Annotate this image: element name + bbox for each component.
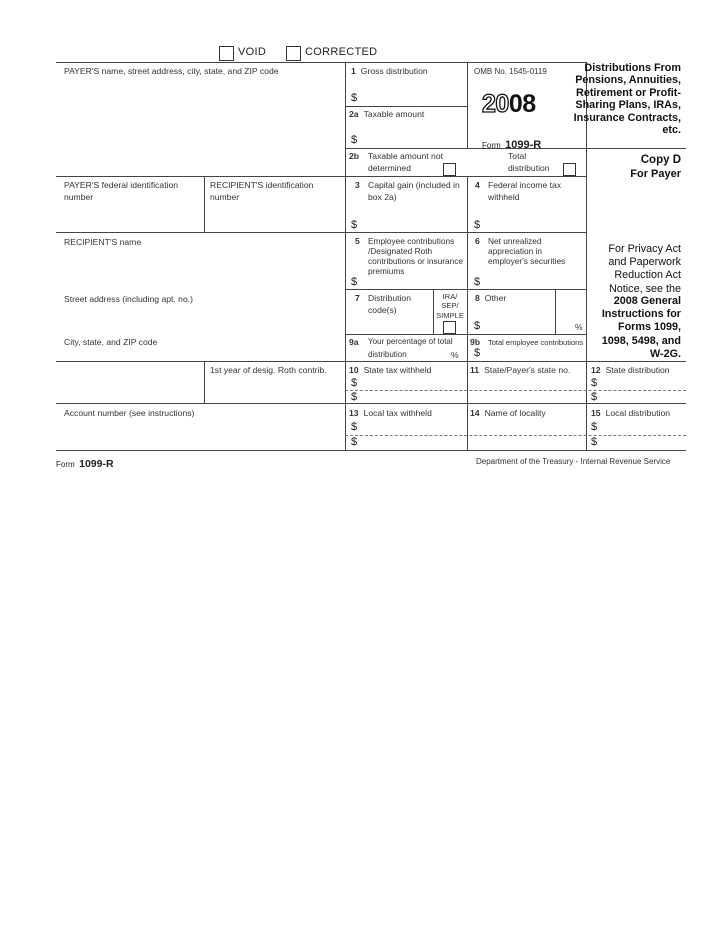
col-line-main bbox=[345, 62, 346, 450]
box-12-dollar-1: $ bbox=[591, 377, 598, 389]
box-12-number: 12 bbox=[591, 365, 601, 375]
box-2b-total-label: Total distribution bbox=[508, 151, 550, 173]
box-13-dollar-2: $ bbox=[351, 436, 358, 448]
box-15-text: Local distribution bbox=[605, 408, 671, 418]
box-6-label: Net unrealized appreciation in employer's securities bbox=[488, 236, 566, 266]
corrected-checkbox[interactable] bbox=[286, 46, 301, 61]
box-11-label bbox=[470, 365, 570, 377]
box-14-label bbox=[470, 408, 546, 420]
street-address-label: Street address (including apt. no.) bbox=[64, 294, 193, 304]
box-10-number: 10 bbox=[349, 365, 359, 375]
box-2a-label bbox=[349, 109, 424, 121]
box-7-number: 7 bbox=[355, 293, 360, 303]
col-line-omb bbox=[467, 62, 468, 148]
box-9a-label: Your percentage of total distribution bbox=[368, 337, 453, 359]
box-2a-text: Taxable amount bbox=[363, 109, 425, 119]
footer-form-number: 1099-R bbox=[79, 458, 114, 470]
col-line-ira bbox=[433, 289, 434, 334]
box-8-text: Other bbox=[484, 293, 507, 303]
city-state-zip-label: City, state, and ZIP code bbox=[64, 337, 158, 347]
tax-year-century: 20 bbox=[482, 90, 509, 118]
void-label: VOID bbox=[238, 46, 267, 58]
box-2a-dollar: $ bbox=[351, 134, 358, 146]
box-15-dollar-1: $ bbox=[591, 421, 598, 433]
privacy-notice: For Privacy Act and Paperwork Reduction Act Notice, see the bbox=[608, 243, 681, 295]
box-1-dollar: $ bbox=[351, 92, 358, 104]
box-6-dollar: $ bbox=[474, 276, 481, 288]
box-10-text: State tax withheld bbox=[363, 365, 432, 375]
recipient-name-label: RECIPIENT'S name bbox=[64, 237, 142, 247]
footer-department: Department of the Treasury - Internal Revenue Service bbox=[476, 457, 671, 466]
for-payer-label: For Payer bbox=[630, 168, 681, 180]
box-10-dollar-2: $ bbox=[351, 391, 358, 403]
account-number-label: Account number (see instructions) bbox=[64, 408, 195, 418]
row-line-4 bbox=[56, 232, 586, 233]
copy-label: Copy D bbox=[640, 154, 681, 166]
omb-form-prefix: Form bbox=[482, 141, 501, 150]
box-2b-number: 2b bbox=[349, 151, 360, 161]
box-7-label: Distribution code(s) bbox=[368, 293, 411, 315]
box-9a-percent: % bbox=[451, 350, 459, 360]
general-instructions: 2008 General Instructions for Forms 1099, 1098, 5498, and W-2G. bbox=[601, 295, 681, 360]
row-line-7 bbox=[56, 361, 686, 362]
box-15-label bbox=[591, 408, 670, 420]
box-12-dollar-2: $ bbox=[591, 391, 598, 403]
box-4-label: Federal income tax withheld bbox=[488, 180, 562, 202]
col-line-roth bbox=[204, 361, 205, 403]
box-14-number: 14 bbox=[470, 408, 480, 418]
tax-year-decade: 08 bbox=[508, 90, 536, 118]
form-title: Distributions From Pensions, Annuities, Retirement or Profit-Sharing Plans, IRAs, Insurance Contracts, etc. bbox=[573, 62, 681, 137]
box-4-dollar: $ bbox=[474, 219, 481, 231]
box-12-text: State distribution bbox=[605, 365, 670, 375]
row-line-5 bbox=[345, 289, 586, 290]
box-2a-number: 2a bbox=[349, 109, 359, 119]
box-15-dollar-2: $ bbox=[591, 436, 598, 448]
roth-year-label: 1st year of desig. Roth contrib. bbox=[210, 365, 327, 375]
box-1-label bbox=[351, 66, 428, 78]
box-5-number: 5 bbox=[355, 236, 360, 246]
tax-year bbox=[482, 90, 536, 118]
row-line-2 bbox=[345, 148, 586, 149]
box-3-number: 3 bbox=[355, 180, 360, 190]
box-10-label bbox=[349, 365, 431, 377]
row-line-6 bbox=[345, 334, 586, 335]
payer-name-label: PAYER'S name, street address, city, state, and ZIP code bbox=[64, 66, 279, 76]
box-9a-number: 9a bbox=[349, 337, 359, 347]
box-2b-checkbox[interactable] bbox=[443, 163, 456, 176]
box-8-percent: % bbox=[575, 322, 583, 332]
total-distribution-checkbox[interactable] bbox=[563, 163, 576, 176]
box-7-ira-label: IRA/ SEP/ SIMPLE bbox=[436, 292, 464, 320]
box-9b-label: Total employee contributions bbox=[488, 338, 584, 347]
recipient-id-label: RECIPIENT'S identification number bbox=[210, 180, 314, 202]
row-line-8 bbox=[56, 403, 686, 404]
box-11-text: State/Payer's state no. bbox=[484, 365, 571, 375]
col-line-b8-right bbox=[555, 289, 556, 334]
ira-sep-simple-checkbox[interactable] bbox=[443, 321, 456, 334]
box-8-number: 8 bbox=[475, 293, 480, 303]
form-bottom-border bbox=[56, 450, 686, 451]
dash-line-10 bbox=[345, 390, 686, 391]
footer-form-name bbox=[56, 454, 114, 472]
row-line-2-copy bbox=[586, 148, 686, 149]
box-12-label bbox=[591, 365, 670, 377]
box-9b-dollar: $ bbox=[474, 347, 481, 359]
payer-federal-id-label: PAYER'S federal identification number bbox=[64, 180, 179, 202]
footer-form-prefix: Form bbox=[56, 460, 75, 469]
box-6-number: 6 bbox=[475, 236, 480, 246]
box-13-text: Local tax withheld bbox=[363, 408, 432, 418]
box-13-number: 13 bbox=[349, 408, 359, 418]
row-line-1 bbox=[345, 106, 467, 107]
omb-number: OMB No. 1545-0119 bbox=[474, 67, 547, 76]
col-line-payer-id bbox=[204, 176, 205, 232]
box-3-dollar: $ bbox=[351, 219, 358, 231]
box-8-label bbox=[475, 293, 506, 305]
box-4-number: 4 bbox=[475, 180, 480, 190]
dash-line-13 bbox=[345, 435, 686, 436]
omb-form-number: 1099-R bbox=[505, 139, 542, 151]
box-2b-text: Taxable amount not determined bbox=[368, 151, 444, 173]
row-line-3 bbox=[56, 176, 586, 177]
box-8-dollar: $ bbox=[474, 320, 481, 332]
col-line-right-3 bbox=[586, 361, 587, 450]
box-9b-number: 9b bbox=[470, 337, 481, 347]
box-13-label bbox=[349, 408, 432, 420]
void-checkbox[interactable] bbox=[219, 46, 234, 61]
box-15-number: 15 bbox=[591, 408, 601, 418]
form-top-border bbox=[56, 62, 586, 63]
box-5-dollar: $ bbox=[351, 276, 358, 288]
box-11-number: 11 bbox=[470, 365, 480, 375]
box-14-text: Name of locality bbox=[484, 408, 546, 418]
box-1-number: 1 bbox=[351, 66, 356, 76]
box-2b-label bbox=[349, 151, 364, 163]
box-13-dollar-1: $ bbox=[351, 421, 358, 433]
col-line-mid bbox=[467, 176, 468, 450]
box-5-label: Employee contributions /Designated Roth contributions or insurance premiums bbox=[368, 236, 464, 276]
box-1-text: Gross distribution bbox=[360, 66, 428, 76]
col-line-right-2 bbox=[586, 148, 587, 361]
box-10-dollar-1: $ bbox=[351, 377, 358, 389]
corrected-label: CORRECTED bbox=[305, 46, 378, 58]
box-3-label: Capital gain (included in box 2a) bbox=[368, 180, 460, 202]
